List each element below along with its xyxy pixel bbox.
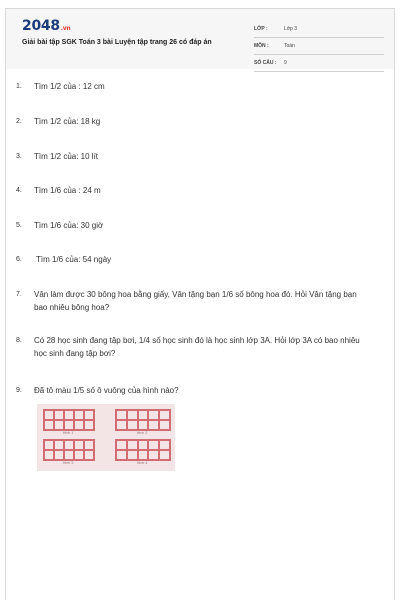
figure-caption: Hình 4 [136, 461, 148, 465]
question-number: 7. [16, 291, 22, 298]
question-1 [16, 80, 372, 93]
question-9 [16, 384, 372, 397]
meta-row-question-count [254, 55, 384, 72]
grid-figure-2 [115, 409, 171, 431]
question-number: 6. [16, 256, 22, 263]
logo-text: 2048 [22, 18, 60, 34]
question-9-figure [37, 404, 175, 471]
question-number: 4. [16, 187, 22, 194]
meta-value: 9 [284, 60, 287, 66]
question-text: Tìm 1/6 của : 24 m [34, 186, 101, 195]
meta-key: MÔN : [254, 43, 269, 49]
question-number: 1. [16, 83, 22, 90]
question-text: Đã tô màu 1/5 số ô vuông của hình nào? [34, 386, 179, 395]
document-title: Giải bài tập SGK Toán 3 bài Luyện tập trang 26 có đáp án [22, 39, 212, 46]
question-text: Tìm 1/6 của: 30 giờ [34, 221, 104, 230]
question-number: 5. [16, 222, 22, 229]
question-2 [16, 115, 372, 128]
figure-caption: Hình 1 [62, 431, 74, 435]
logo-tld: .vn [60, 25, 71, 32]
question-text: Tìm 1/2 của: 18 kg [34, 117, 101, 126]
site-logo[interactable] [22, 18, 70, 34]
meta-key: LỚP : [254, 26, 268, 32]
grid-figure-4 [115, 439, 171, 461]
figure-caption: Hình 2 [136, 431, 148, 435]
document-header [6, 9, 394, 69]
question-number: 8. [16, 337, 22, 344]
grid-figure-1 [43, 409, 95, 431]
question-text: Tìm 1/2 của : 12 cm [34, 82, 105, 91]
meta-row-class [254, 21, 384, 38]
question-text: Vân làm được 30 bông hoa bằng giấy, Vân tặng bạn 1/6 số bông hoa đó. Hỏi Vân tặng bạn bao nhiêu bông hoa? [34, 290, 357, 312]
question-8 [16, 334, 372, 360]
question-5 [16, 219, 372, 232]
meta-value: Lớp 3 [284, 26, 298, 32]
question-text: Tìm 1/2 của: 10 lít [34, 152, 99, 161]
question-text: Tìm 1/6 của: 54 ngày [36, 255, 112, 264]
question-number: 2. [16, 118, 22, 125]
question-3 [16, 150, 372, 163]
question-text: Có 28 học sinh đang tập bơi, 1/4 số học sinh đó là học sinh lớp 3A. Hỏi lớp 3A có bao nhiêu học sinh đang tập bơi? [34, 336, 360, 358]
question-number: 9. [16, 387, 22, 394]
meta-key: SỐ CÂU : [254, 60, 277, 66]
figure-caption: Hình 3 [62, 461, 74, 465]
document-meta [254, 21, 384, 72]
grid-figure-3 [43, 439, 95, 461]
question-4 [16, 184, 372, 197]
meta-row-subject [254, 38, 384, 55]
question-7 [16, 288, 372, 314]
question-number: 3. [16, 153, 22, 160]
question-6 [16, 253, 372, 266]
meta-value: Toán [284, 43, 295, 49]
